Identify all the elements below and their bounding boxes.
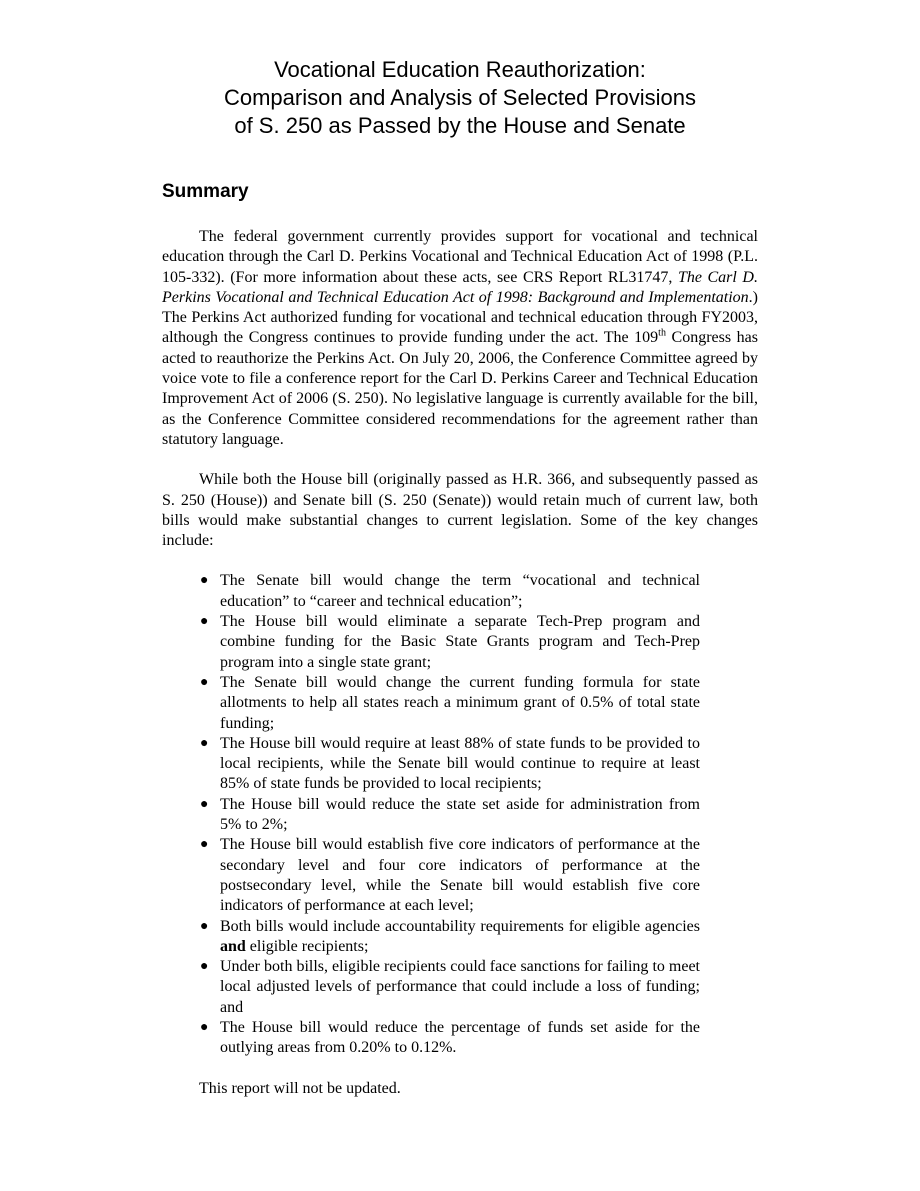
para1-text-a: The federal government currently provides support for vocational and technical education through the Carl D. Perkins Vocational and Technical Education Act of 1998 (P.L. 105-332). (For more information about these acts, see CRS Report RL31747, — [162, 228, 758, 286]
list-item-text-b: eligible recipients; — [245, 937, 369, 955]
list-item-text: The House bill would establish five core indicators of performance at the secondary level and four core indicators of performance at the postsecondary level, while the Senate bill would establish five core indicators of performance at each level; — [220, 836, 700, 915]
list-item — [200, 957, 700, 1018]
list-item-text: The House bill would eliminate a separate Tech-Prep program and combine funding for the Basic State Grants program and Tech-Prep program into a single state grant; — [220, 613, 700, 671]
list-item — [200, 795, 700, 836]
bullet-icon: ● — [200, 614, 209, 630]
list-item — [200, 1018, 700, 1059]
list-item-bold-and: and — [220, 937, 246, 955]
bullet-icon: ● — [200, 1019, 209, 1035]
title-line-2: Comparison and Analysis of Selected Provisions — [223, 85, 697, 110]
bullet-icon: ● — [200, 735, 209, 751]
summary-heading: Summary — [162, 181, 249, 202]
title-line-3: of S. 250 as Passed by the House and Senate — [234, 113, 686, 138]
title-line-1: Vocational Education Reauthorization: — [274, 57, 646, 82]
document-page — [162, 56, 758, 1099]
para1-text-b: .) The Perkins Act authorized funding for vocational and technical education through FY2003, although the Congress continues to provide funding under the act. The 109 — [162, 288, 758, 347]
bullet-icon: ● — [200, 918, 209, 934]
list-item-text: The House bill would reduce the state set aside for administration from 5% to 2%; — [220, 795, 700, 834]
para1-superscript: th — [658, 328, 666, 340]
list-item — [200, 835, 700, 916]
list-item-text: The Senate bill would change the current funding formula for state allotments to help all states reach a minimum grant of 0.5% of total state funding; — [220, 673, 700, 732]
bullet-icon: ● — [200, 959, 209, 975]
closing-note: This report will not be updated. — [199, 1079, 401, 1097]
document-title — [162, 56, 758, 140]
bullet-icon: ● — [200, 837, 209, 853]
list-item-text: The House bill would reduce the percentage of funds set aside for the outlying areas from 0.20% to 0.12%. — [220, 1018, 700, 1057]
list-item — [200, 571, 700, 612]
list-item-text: The Senate bill would change the term “vocational and technical education” to “career and technical education”; — [220, 572, 700, 610]
key-changes-list — [162, 571, 700, 1058]
para1-text-c: Congress has acted to reauthorize the Perkins Act. On July 20, 2006, the Conference Committee agreed by voice vote to file a conference report for the Carl D. Perkins Career and Technical Education Improvement Act of 2006 (S. 250). No legislative language is currently available for the bill, as the Conference Committee considered recommendations for the agreement rather than statutory language. — [162, 329, 759, 448]
summary-paragraph-2: While both the House bill (originally passed as H.R. 366, and subsequently passed as S. 250 (House)) and Senate bill (S. 250 (Senate)) would retain much of current law, both bills would make substantial changes to current legislation. Some of the key changes include: — [162, 471, 758, 550]
list-item — [200, 673, 700, 734]
bullet-icon: ● — [200, 573, 209, 589]
list-item-text-a: Both bills would include accountability requirements for eligible agencies — [220, 917, 700, 935]
bullet-icon: ● — [200, 674, 209, 690]
list-item — [200, 612, 700, 673]
summary-paragraph-1 — [162, 227, 758, 450]
bullet-icon: ● — [200, 796, 209, 812]
list-item — [200, 917, 700, 958]
para1-report-title: The Carl D. Perkins Vocational and Technical Education Act of 1998: Background and Implementation — [162, 268, 758, 306]
list-item-text: The House bill would require at least 88% of state funds to be provided to local recipients, while the Senate bill would continue to require at least 85% of state funds be provided to local recipients; — [220, 734, 700, 793]
list-item-text: Under both bills, eligible recipients could face sanctions for failing to meet local adjusted levels of performance that could include a loss of funding; and — [220, 958, 700, 1016]
list-item — [200, 734, 700, 795]
